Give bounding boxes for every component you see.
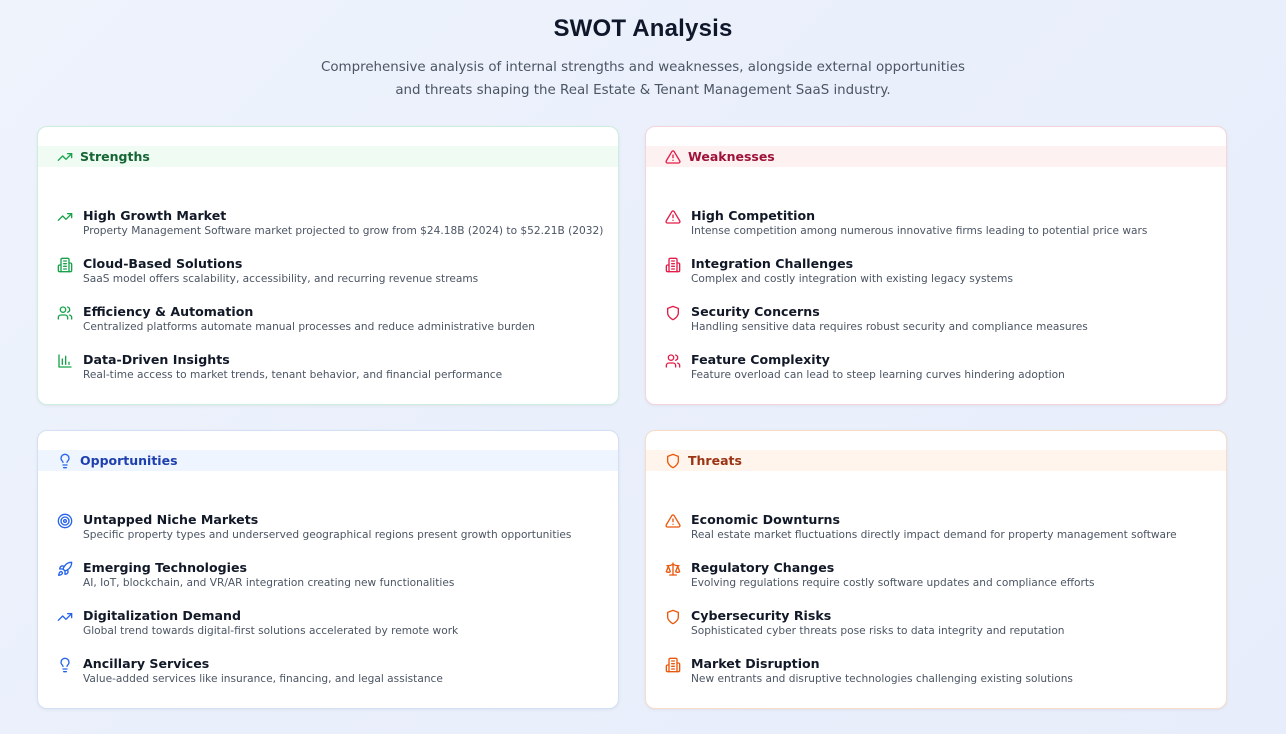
list-item xyxy=(665,207,1216,255)
list-item xyxy=(665,351,1216,399)
weaknesses-card xyxy=(645,126,1227,405)
item-description: Property Management Software market projected to grow from $24.18B (2024) to $52.21B (2032) xyxy=(83,225,604,237)
item-title: High Competition xyxy=(691,208,816,223)
item-title: Ancillary Services xyxy=(83,656,210,671)
item-title: Feature Complexity xyxy=(691,352,830,367)
item-title: Integration Challenges xyxy=(691,256,854,271)
list-item xyxy=(57,207,608,255)
subtitle-line-1: Comprehensive analysis of internal strengths and weaknesses, alongside external opportunities xyxy=(321,60,965,75)
item-description: Specific property types and underserved geographical regions present growth opportunities xyxy=(83,529,572,541)
item-description: SaaS model offers scalability, accessibility, and recurring revenue streams xyxy=(83,273,479,285)
threats-title: Threats xyxy=(688,453,742,468)
users-icon xyxy=(57,305,73,321)
list-item xyxy=(57,511,608,559)
item-title: Data-Driven Insights xyxy=(83,352,230,367)
item-title: Regulatory Changes xyxy=(691,560,835,575)
strengths-header xyxy=(38,146,618,167)
list-item xyxy=(57,255,608,303)
item-title: Economic Downturns xyxy=(691,512,840,527)
page-subtitle xyxy=(0,56,1286,102)
list-item xyxy=(57,351,608,399)
item-title: Cloud-Based Solutions xyxy=(83,256,243,271)
lightbulb-icon xyxy=(57,657,73,673)
alert-triangle-icon xyxy=(665,149,681,165)
list-item xyxy=(57,655,608,703)
list-item xyxy=(665,511,1216,559)
item-description: Feature overload can lead to steep learning curves hindering adoption xyxy=(691,369,1065,381)
list-item xyxy=(57,303,608,351)
page-title: SWOT Analysis xyxy=(553,15,733,42)
threats-header xyxy=(646,450,1226,471)
list-item xyxy=(57,559,608,607)
item-description: Complex and costly integration with existing legacy systems xyxy=(691,273,1014,285)
item-description: Value-added services like insurance, financing, and legal assistance xyxy=(83,673,443,685)
threats-list xyxy=(665,511,1216,703)
item-description: New entrants and disruptive technologies challenging existing solutions xyxy=(691,673,1073,685)
item-description: Intense competition among numerous innovative firms leading to potential price wars xyxy=(691,225,1148,237)
item-description: Evolving regulations require costly software updates and compliance efforts xyxy=(691,577,1095,589)
list-item xyxy=(57,607,608,655)
weaknesses-header xyxy=(646,146,1226,167)
item-description: Sophisticated cyber threats pose risks to data integrity and reputation xyxy=(691,625,1065,637)
shield-icon xyxy=(665,453,681,469)
alert-triangle-icon xyxy=(665,209,681,225)
weaknesses-list xyxy=(665,207,1216,399)
item-title: Cybersecurity Risks xyxy=(691,608,832,623)
lightbulb-icon xyxy=(57,453,73,469)
item-description: Real-time access to market trends, tenant behavior, and financial performance xyxy=(83,369,503,381)
list-item xyxy=(665,255,1216,303)
strengths-list xyxy=(57,207,608,399)
rocket-icon xyxy=(57,561,73,577)
building-icon xyxy=(665,657,681,673)
opportunities-list xyxy=(57,511,608,703)
list-item xyxy=(665,303,1216,351)
trending-up-icon xyxy=(57,609,73,625)
item-title: Untapped Niche Markets xyxy=(83,512,259,527)
list-item xyxy=(665,655,1216,703)
bar-chart-icon xyxy=(57,353,73,369)
item-description: Handling sensitive data requires robust security and compliance measures xyxy=(691,321,1088,333)
subtitle-line-2: and threats shaping the Real Estate & Tenant Management SaaS industry. xyxy=(395,83,891,98)
opportunities-card xyxy=(37,430,619,709)
threats-card xyxy=(645,430,1227,709)
item-description: AI, IoT, blockchain, and VR/AR integration creating new functionalities xyxy=(83,577,455,589)
building-icon xyxy=(57,257,73,273)
item-description: Centralized platforms automate manual processes and reduce administrative burden xyxy=(83,321,535,333)
item-title: Market Disruption xyxy=(691,656,820,671)
strengths-card xyxy=(37,126,619,405)
scale-icon xyxy=(665,561,681,577)
list-item xyxy=(665,607,1216,655)
target-icon xyxy=(57,513,73,529)
item-title: Digitalization Demand xyxy=(83,608,242,623)
list-item xyxy=(665,559,1216,607)
opportunities-header xyxy=(38,450,618,471)
strengths-title: Strengths xyxy=(80,149,150,164)
alert-triangle-icon xyxy=(665,513,681,529)
item-description: Real estate market fluctuations directly impact demand for property management software xyxy=(691,529,1177,541)
item-description: Global trend towards digital-first solutions accelerated by remote work xyxy=(83,625,459,637)
shield-icon xyxy=(665,609,681,625)
item-title: Emerging Technologies xyxy=(83,560,248,575)
weaknesses-title: Weaknesses xyxy=(688,149,775,164)
item-title: Security Concerns xyxy=(691,304,820,319)
item-title: High Growth Market xyxy=(83,208,227,223)
shield-icon xyxy=(665,305,681,321)
opportunities-title: Opportunities xyxy=(80,453,178,468)
item-title: Efficiency & Automation xyxy=(83,304,254,319)
building-icon xyxy=(665,257,681,273)
trending-up-icon xyxy=(57,209,73,225)
trending-up-icon xyxy=(57,149,73,165)
users-icon xyxy=(665,353,681,369)
